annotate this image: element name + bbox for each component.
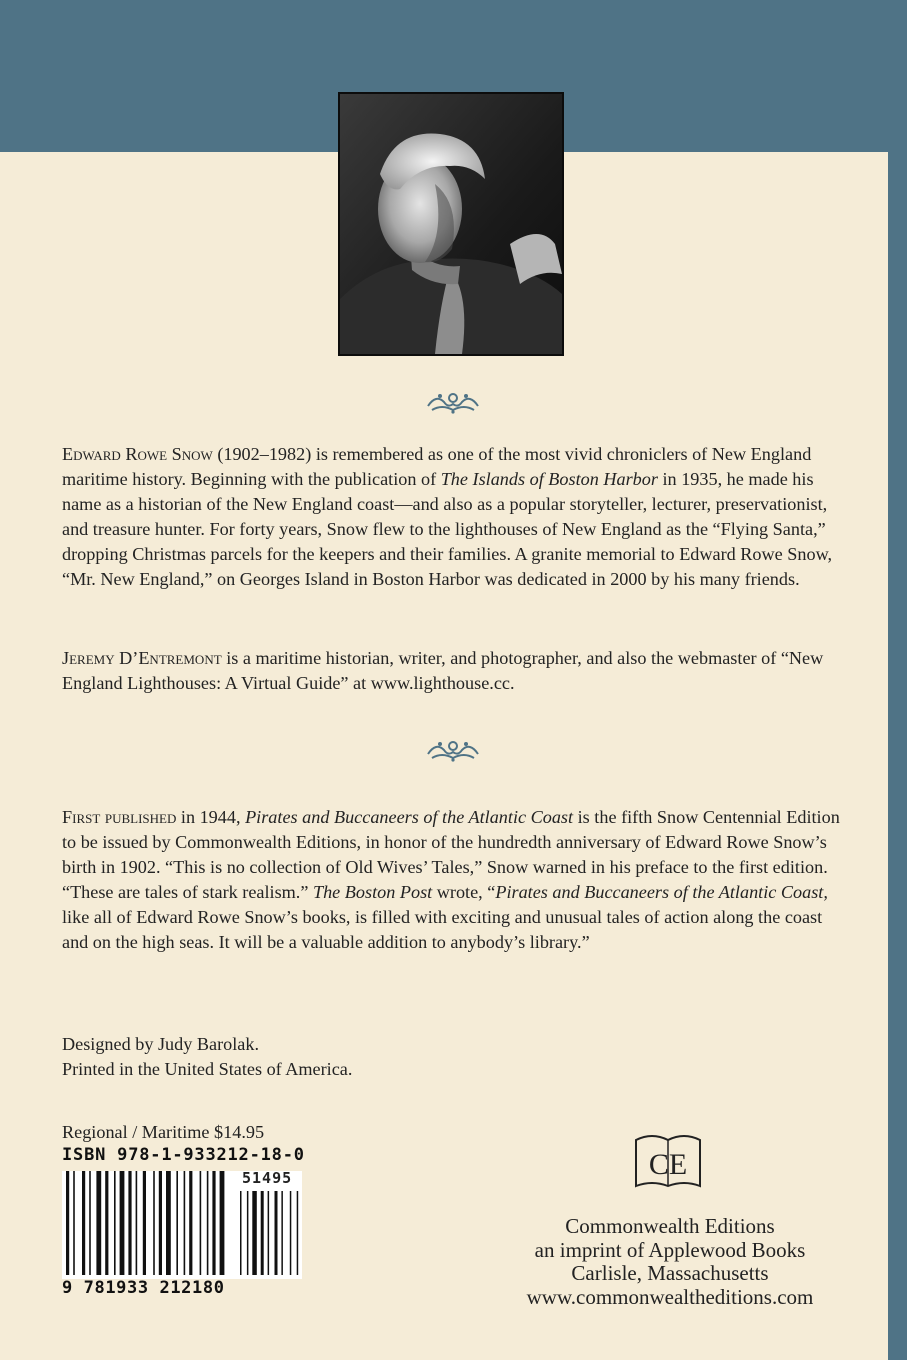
- book-title-islands: The Islands of Boston Harbor: [440, 469, 658, 489]
- author-bio-paragraph: [62, 442, 842, 592]
- author-bio-text-1: (1902–1982) is remembered as one of the most vivid chroniclers of New England maritime history. Beginning with the publication of: [62, 444, 812, 489]
- newspaper-name: The Boston Post: [312, 882, 433, 902]
- publisher-name: Commonwealth Editions: [565, 1214, 775, 1238]
- author-bio-text-2: in 1935, he made his name as a historian of the New England coast—and also as a popular storyteller, lecturer, preservationist, and treasure hunter. For forty years, Snow flew to the lighthouses of New England as the “Flying Santa,” dropping Christmas parcels for the keepers and their families. A granite memorial to Edward Rowe Snow, “Mr. New England,” on Georges Island in Boston Harbor was dedicated in 2000 by his many friends.: [62, 469, 833, 589]
- isbn-barcode: [62, 1145, 332, 1305]
- editor-bio-paragraph: [62, 646, 842, 696]
- decorative-ornament-icon: [424, 738, 482, 762]
- category-price: Regional / Maritime $14.95: [62, 1122, 265, 1142]
- price-addon-number: 51495: [242, 1169, 293, 1187]
- logo-letters: CE: [648, 1148, 688, 1181]
- printed-credit: Printed in the United States of America.: [62, 1059, 353, 1079]
- publisher-imprint: an imprint of Applewood Books: [534, 1237, 806, 1262]
- author-name: Edward Rowe Snow: [62, 444, 213, 464]
- editor-name: Jeremy D’Entremont: [62, 648, 222, 668]
- publisher-info: [470, 1215, 870, 1309]
- description-text-3: wrote, “: [432, 882, 496, 902]
- commonwealth-editions-logo: [632, 1130, 704, 1192]
- description-text-4: like all of Edward Rowe Snow’s books, is filled with exciting and unusual tales of action along the coast and on the high seas. It will be a valuable addition to anybody’s library.”: [62, 907, 823, 952]
- book-description-paragraph: [62, 805, 842, 955]
- isbn-number: ISBN 978-1-933212-18-0: [62, 1145, 305, 1165]
- description-text-1: in 1944,: [176, 807, 246, 827]
- credits: [62, 1032, 842, 1082]
- designer-credit: Designed by Judy Barolak.: [62, 1034, 259, 1054]
- publisher-location: Carlisle, Massachusetts: [571, 1261, 769, 1285]
- author-portrait-photo: [338, 92, 564, 356]
- editor-bio-text: is a maritime historian, writer, and photographer, and also the webmaster of “New England Lighthouses: A Virtual Guide” at www.lighthouse.cc.: [62, 648, 824, 693]
- book-title-quote: Pirates and Buccaneers of the Atlantic Coast,: [495, 882, 828, 902]
- barcode-bars: [62, 1171, 302, 1279]
- decorative-ornament-icon: [424, 390, 482, 414]
- ean-digits: 9 781933 212180: [62, 1278, 225, 1298]
- book-title: Pirates and Buccaneers of the Atlantic Coast: [245, 807, 574, 827]
- description-lead: First published: [62, 807, 177, 827]
- publisher-website: www.commonwealtheditions.com: [526, 1284, 814, 1309]
- description-text-2: is the fifth Snow Centennial Edition to be issued by Commonwealth Editions, in honor of the hundredth anniversary of Edward Rowe Snow’s birth in 1902. “This is no collection of Old Wives’ Tales,” Snow warned in his preface to the first edition. “These are tales of stark realism.”: [62, 807, 840, 902]
